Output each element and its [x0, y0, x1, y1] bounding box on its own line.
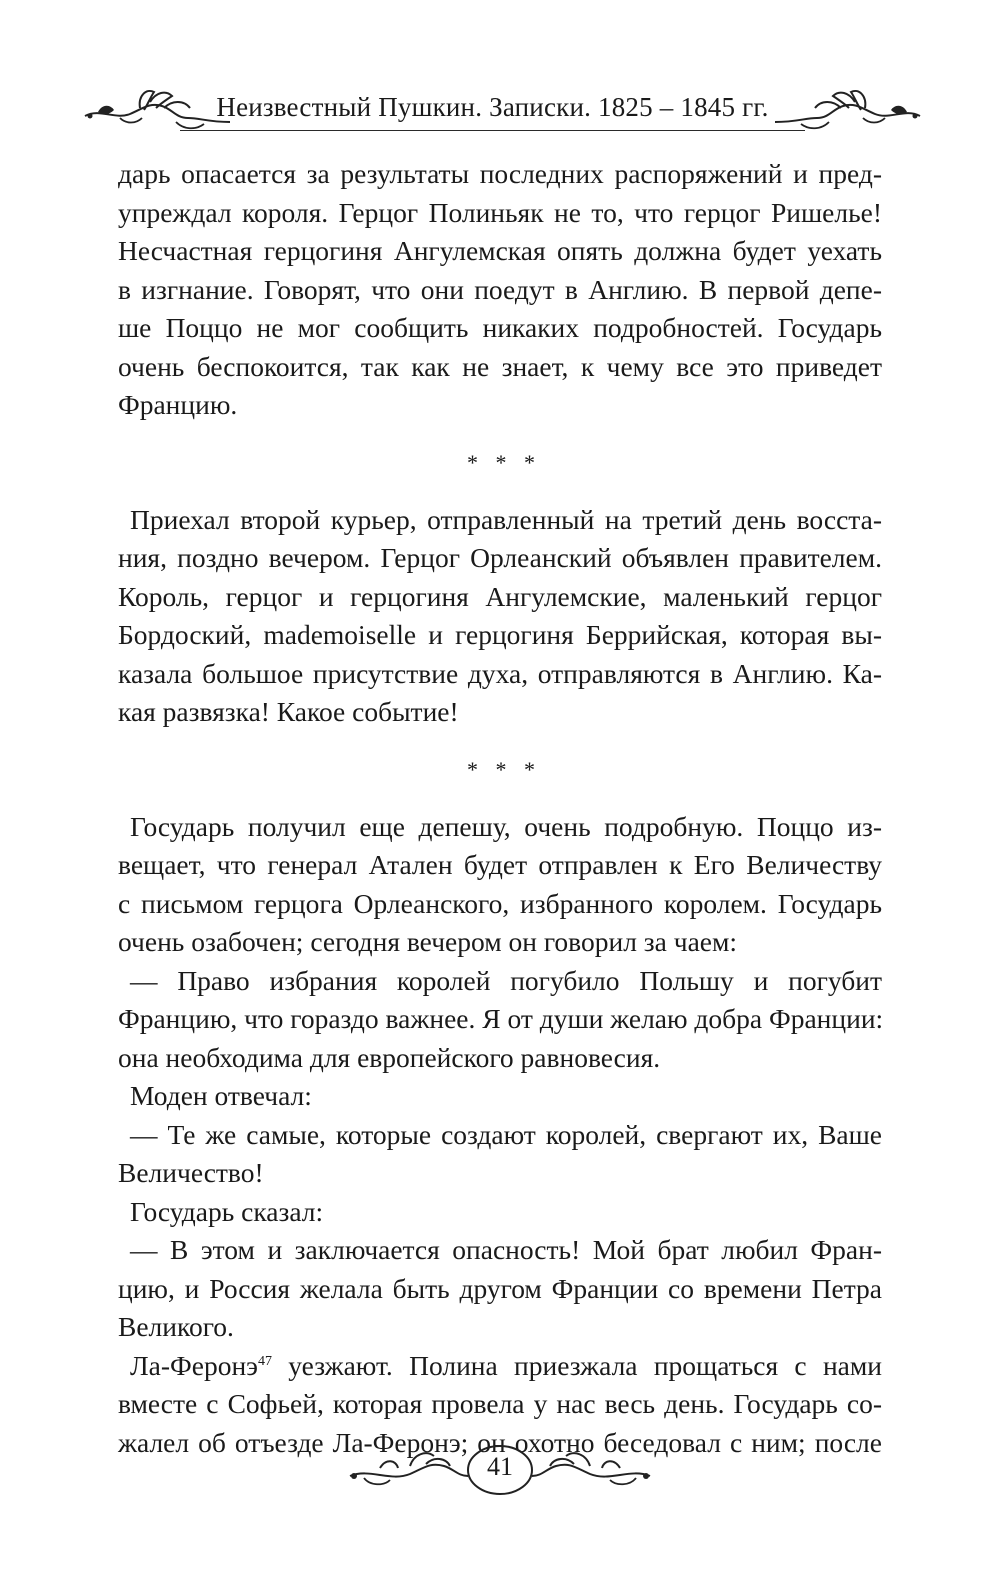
text-line: Францию. — [118, 389, 238, 420]
text-line: Бордоский, mademoiselle и герцогиня Беррийская, которая вы- — [118, 619, 882, 650]
paragraph — [118, 962, 882, 1078]
paragraph — [118, 1231, 882, 1347]
text-line: очень беспокоится, так как не знает, к чему все это приведет — [118, 350, 882, 382]
paragraph — [118, 1077, 882, 1116]
text-line: очень озабочен; сегодня вечером он говорил за чаем: — [118, 926, 738, 957]
text-line: Государь сказал: — [130, 1195, 324, 1227]
left-ornament-icon — [80, 78, 230, 148]
text-line: в изгнание. Говорят, что они поедут в Англию. В первой депе- — [118, 273, 882, 305]
header-rule — [180, 130, 805, 131]
text-line: казала большое присутствие духа, отправляются в Англию. Ка- — [118, 657, 882, 689]
text-line: Моден отвечал: — [130, 1080, 312, 1111]
text-line: вместе с Софьей, которая провела у нас весь день. Государь со- — [118, 1388, 882, 1419]
paragraph — [118, 1193, 882, 1232]
text-line: ния, поздно вечером. Герцог Орлеанский объявлен правителем. — [118, 542, 882, 573]
paragraph — [118, 155, 882, 425]
paragraph — [118, 808, 882, 962]
paragraph — [118, 501, 882, 732]
text-line: дарь опасается за результаты последних распоряжений и пред- — [118, 158, 882, 189]
running-header-title: Неизвестный Пушкин. Записки. 1825 – 1845 гг. — [216, 92, 769, 122]
text-line — [118, 1347, 882, 1386]
text-line: цию, и Россия желала быть другом Франции со времени Петра — [118, 1272, 882, 1304]
text-line: Величество! — [118, 1157, 264, 1188]
text-fragment: уезжают. Полина приезжала прощаться с нами — [271, 1349, 882, 1381]
section-separator: * * * — [467, 756, 541, 782]
text-line: упреждал короля. Герцог Полиньяк не то, что герцог Ришелье! — [118, 196, 882, 228]
paragraph — [118, 1116, 882, 1193]
text-line: с письмом герцога Орлеанского, избранного королем. Государь — [118, 887, 882, 919]
text-line: Несчастная герцогиня Ангулемская опять должна будет уехать — [118, 235, 882, 266]
footnote-reference[interactable]: 47 — [257, 1353, 272, 1369]
text-line: она необходима для европейского равновесия. — [118, 1041, 661, 1073]
text-line: Государь получил еще депешу, очень подробную. Поццо из- — [130, 810, 882, 842]
text-line: Король, герцог и герцогиня Ангулемские, маленький герцог — [118, 580, 882, 612]
right-ornament-icon — [775, 78, 925, 148]
text-line: — В этом и заключается опасность! Мой брат любил Фран- — [130, 1234, 882, 1265]
text-line: — Право избрания королей погубило Польшу и погубит — [130, 964, 882, 996]
section-separator: * * * — [467, 449, 541, 475]
text-line: Великого. — [118, 1311, 234, 1342]
text-line: кая развязка! Какое событие! — [118, 696, 459, 727]
body-text — [118, 155, 882, 1462]
text-line: — Те же самые, которые создают королей, свергают их, Ваше — [130, 1118, 882, 1150]
text-fragment: Ла-Феронэ — [130, 1349, 258, 1381]
text-line: жалел об отъезде Ла-Феронэ; он охотно беседовал с ним; после — [118, 1426, 882, 1458]
page-footer — [340, 1432, 660, 1512]
text-line: вещает, что генерал Атален будет отправлен к Его Величеству — [118, 849, 882, 880]
text-line: Приехал второй курьер, отправленный на третий день восста- — [130, 503, 882, 535]
text-line: Францию, что гораздо важнее. Я от души желаю добра Франции: — [118, 1003, 884, 1034]
text-line: ше Поццо не мог сообщить никаких подробностей. Государь — [118, 312, 882, 343]
running-header — [80, 78, 925, 148]
page-number: 41 — [487, 1452, 513, 1481]
